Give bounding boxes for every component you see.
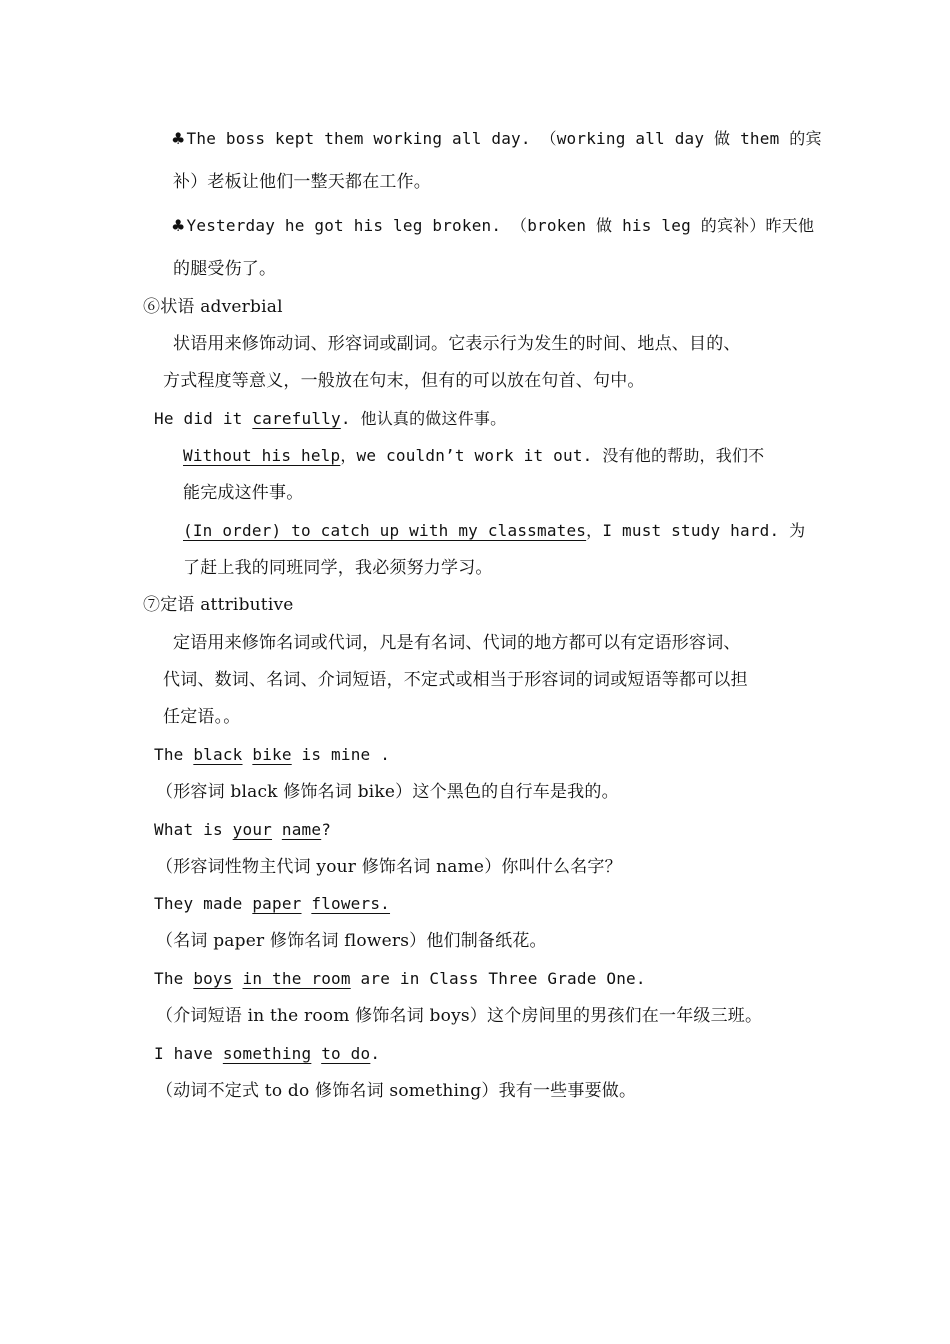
attributive-example-4-note: （介词短语 in the room 修饰名词 boys）这个房间里的男孩们在一年级三班。: [156, 1006, 763, 1026]
underlined-word: something: [222, 1044, 312, 1063]
clubs-icon: ♣: [171, 216, 186, 235]
attributive-example-1: The black bike is mine .: [154, 745, 391, 764]
adverbial-example-3-cont: 了赶上我的同班同学，我必须努力学习。: [183, 558, 493, 578]
adverbial-example-2: Without his help，we couldn’t work it out. 没有他的帮助，我们不: [183, 446, 765, 465]
adverbial-description-line-2: 方式程度等意义，一般放在句末，但有的可以放在句首、句中。: [163, 371, 645, 391]
adverbial-example-2-cont: 能完成这件事。: [183, 483, 304, 503]
underlined-word: flowers.: [311, 894, 391, 913]
attributive-example-3-note: （名词 paper 修饰名词 flowers）他们制备纸花。: [156, 931, 547, 951]
underlined-phrase: in the room: [242, 969, 351, 988]
adverbial-example-3: (In order) to catch up with my classmates，I must study hard. 为: [183, 521, 806, 540]
underlined-adverbial: carefully: [252, 409, 341, 428]
adverbial-description-line-1: 状语用来修饰动词、形容词或副词。它表示行为发生的时间、地点、目的、: [173, 334, 741, 354]
example-object-complement-2: ♣Yesterday he got his leg broken. （broken 做 his leg 的宾补）昨天他: [171, 216, 815, 235]
underlined-phrase: to do: [321, 1044, 371, 1063]
attributive-example-5: I have something to do.: [154, 1044, 381, 1063]
attributive-example-4: The boys in the room are in Class Three Grade One.: [154, 969, 646, 988]
example-object-complement-1-cont: 补）老板让他们一整天都在工作。: [173, 172, 431, 192]
attributive-example-2: What is your name?: [154, 820, 332, 839]
attributive-example-2-note: （形容词性物主代词 your 修饰名词 name）你叫什么名字？: [156, 857, 622, 877]
adverbial-example-1: He did it carefully. 他认真的做这件事。: [154, 409, 507, 428]
underlined-word: bike: [252, 745, 292, 764]
underlined-word: paper: [252, 894, 302, 913]
underlined-adverbial: (In order) to catch up with my classmates: [183, 521, 587, 540]
attributive-description-line-3: 任定语。。: [163, 707, 241, 727]
attributive-description-line-2: 代词、数词、名词、介词短语，不定式或相当于形容词的词或短语等都可以担: [163, 670, 748, 690]
section-heading-attributive: ⑦定语 attributive: [143, 595, 294, 615]
section-heading-adverbial: ⑥状语 adverbial: [143, 297, 283, 317]
attributive-example-5-note: （动词不定式 to do 修饰名词 something）我有一些事要做。: [156, 1081, 637, 1101]
attributive-example-1-note: （形容词 black 修饰名词 bike）这个黑色的自行车是我的。: [156, 782, 619, 802]
attributive-example-3: They made paper flowers.: [154, 894, 391, 913]
underlined-word: boys: [193, 969, 233, 988]
example-object-complement-2-cont: 的腿受伤了。: [173, 259, 277, 279]
attributive-description-line-1: 定语用来修饰名词或代词，凡是有名词、代词的地方都可以有定语形容词、: [173, 633, 741, 653]
underlined-word: black: [193, 745, 243, 764]
underlined-adverbial: Without his help: [183, 446, 341, 465]
underlined-word: name: [281, 820, 322, 839]
example-object-complement-1: ♣The boss kept them working all day. （working all day 做 them 的宾: [171, 129, 822, 148]
underlined-word: your: [232, 820, 273, 839]
clubs-icon: ♣: [171, 129, 186, 148]
